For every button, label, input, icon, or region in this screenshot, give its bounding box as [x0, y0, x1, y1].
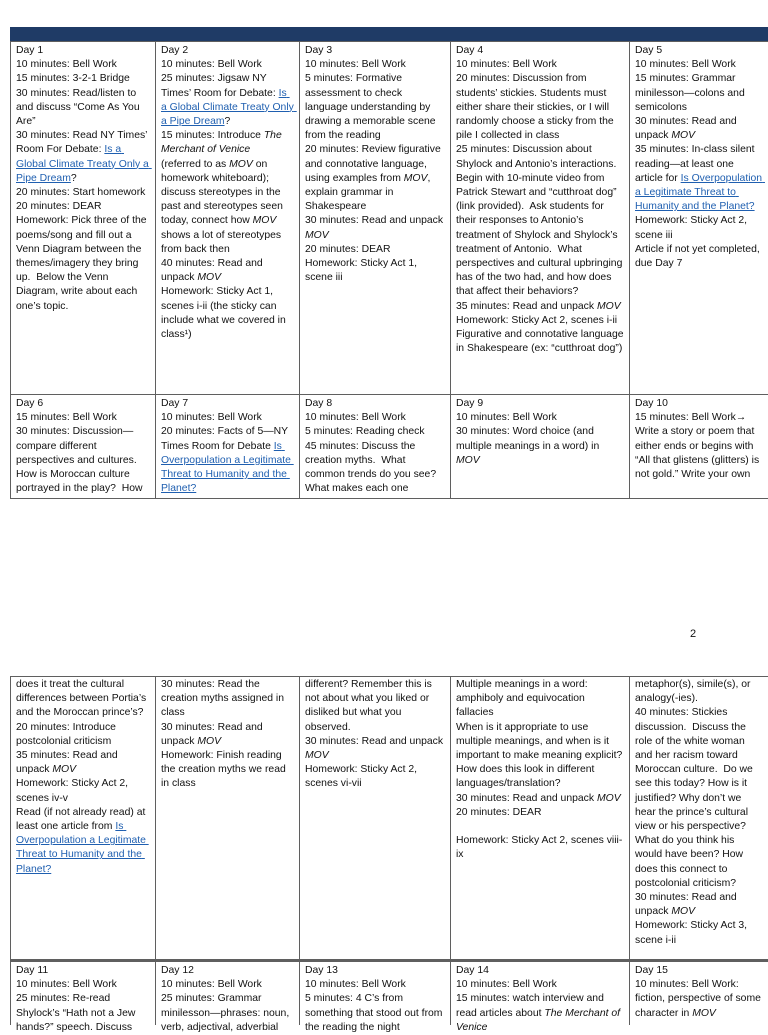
cell-text: Homework: Sticky Act 1, scenes i-ii (the sticky can include what we covered in class¹) [161, 286, 286, 341]
day-cell [629, 962, 768, 1025]
cell-text: Homework: Sticky Act 3, scene i-ii [635, 920, 748, 946]
day-cell [450, 395, 629, 498]
cell-text: 20 minutes: DEAR Homework: Sticky Act 2, scenes viii-ix [456, 806, 623, 861]
day-cell [299, 395, 450, 498]
italic-title: MOV [456, 454, 480, 466]
day-cell [629, 395, 768, 498]
article-link[interactable]: Is a Global Climate Treaty Only a Pipe Dream [161, 87, 297, 128]
day-cell [155, 962, 299, 1033]
italic-title: MOV [229, 158, 253, 170]
cell-text: Homework: Sticky Act 2, scenes iv-v Read (if not already read) at least one article from [16, 778, 146, 833]
cell-text: Day 11 10 minutes: Bell Work 25 minutes: Re-read Shylock’s “Hath not a Jew hands?” speech. Discuss [16, 965, 136, 1033]
cell-text: 20 minutes: DEAR Homework: Sticky Act 1, scene iii [305, 243, 418, 284]
italic-title: MOV [596, 792, 621, 804]
day-cell [450, 42, 629, 394]
day-cell [299, 962, 450, 1033]
cell-text: Day 10 15 minutes: Bell Work→ Write a story or poem that either ends or begins with “All that glistens (glitters) is not gold.” Write your own [635, 398, 760, 481]
article-link[interactable]: Is Overpopulation a Legitimate Threat to Humanity and the Planet? [16, 821, 149, 875]
cell-text: ? 15 minutes: Introduce [161, 116, 261, 142]
italic-title: MOV [52, 764, 77, 776]
cell-text: Day 12 10 minutes: Bell Work 25 minutes: Grammar minilesson—phrases: noun, verb, adjectival, adverbial [161, 965, 290, 1033]
day-cell [629, 676, 768, 960]
table-header-bar [10, 27, 768, 41]
day-cell [299, 42, 450, 394]
cell-text: shows a lot of stereotypes from back then 40 minutes: Read and unpack [161, 229, 282, 284]
article-link[interactable]: Is a Global Climate Treaty Only a Pipe Dream [16, 144, 152, 184]
cell-text: Homework: Finish reading the creation myths we read in class [161, 750, 286, 790]
italic-title: The Merchant of Venice [161, 130, 285, 156]
cell-text: , explain grammar in Shakespeare 30 minutes: Read and unpack [305, 172, 444, 227]
cell-text: Homework: Sticky Act 2, scenes vi-vii [305, 764, 418, 790]
cell-text: Day 3 10 minutes: Bell Work 5 minutes: Formative assessment to check language understanding by drawing a memorable scene from the reading 20 minutes: Review figurative and connotative language, using examples from [305, 45, 441, 184]
day-cell [155, 676, 299, 960]
italic-title: The Merchant of Venice [456, 1007, 623, 1033]
italic-title: MOV [596, 300, 621, 312]
italic-title: MOV [692, 1007, 716, 1019]
italic-title: MOV [197, 272, 222, 284]
italic-title: MOV [305, 750, 329, 762]
italic-title: MOV [403, 172, 428, 184]
cell-text: Day 2 10 minutes: Bell Work 25 minutes: Jigsaw NY Times’ Room for Debate: [161, 45, 276, 99]
cell-text: Homework: Sticky Act 2, scene iii Article if not yet completed, due Day 7 [635, 215, 760, 270]
cell-text: Multiple meanings in a word: amphiboly and equivocation fallacies When is it appropriate to use multiple meanings, and when is it important to make meaning explicit? How does this look in different languages/translation? 30 minutes: Read and unpack [456, 679, 623, 804]
cell-text: ? 20 minutes: Start homework 20 minutes: DEAR Homework: Pick three of the poems/song and fill out a Venn Diagram between the themes/imagery they bring up. Below the Venn Diagram, write about each one’s topic. [16, 172, 147, 312]
day-cell [10, 962, 155, 1033]
cell-text: Homework: Sticky Act 2, scenes i-ii Figurative and connotative language in Shakespeare (ex: “cutthroat dog”) [456, 314, 624, 355]
cell-text: Day 13 10 minutes: Bell Work 5 minutes: 4 C’s from something that stood out from the reading the night [305, 965, 443, 1033]
cell-text: on homework whiteboard); discuss stereotypes in the past and stereotypes seen today, connect how [161, 158, 286, 227]
table-row [10, 41, 768, 394]
italic-title: MOV [252, 215, 277, 227]
cell-text: Day 4 10 minutes: Bell Work 20 minutes: Discussion from students’ stickies. Students must either share their stickies, or I will randomly choose a sticky from the pile I collected in class 25 minutes: Discussion about Shylock and Antonio’s interactions. Begin with 10-minute video from Patrick Stewart and “cutthroat dog” (link provided). Ask students for their responses to Antonio’s treatment of Shylock and Shylock’s treatment of Antonio. What perspectives and cultural upbringing has of the two had, and how does that affect their behaviors? 35 minutes: Read and unpack [456, 45, 623, 312]
cell-text: Day 9 10 minutes: Bell Work 30 minutes: Word choice (and multiple meanings in a word) in [456, 398, 600, 452]
cell-text: 30 minutes: Read the creation myths assigned in class 30 minutes: Read and unpack [161, 679, 285, 747]
article-link[interactable]: Is Overpopulation a Legitimate Threat to Humanity and the Planet? [635, 172, 765, 213]
table-row [10, 961, 768, 1033]
cell-text: Day 8 10 minutes: Bell Work 5 minutes: Reading check 45 minutes: Discuss the creation myths. What common trends do you see? What makes each one [305, 398, 437, 495]
cell-text: Day 5 10 minutes: Bell Work 15 minutes: Grammar minilesson—colons and semicolons 30 minutes: Read and unpack [635, 45, 745, 142]
cell-text: Day 7 10 minutes: Bell Work 20 minutes: Facts of 5—NY Times Room for Debate [161, 398, 288, 452]
day-cell [10, 395, 155, 498]
day-cell [299, 676, 450, 960]
table-row [10, 676, 768, 960]
cell-text: 35 minutes: In-class silent reading—at least one article for [635, 144, 755, 184]
cell-text: Day 15 10 minutes: Bell Work: fiction, perspective of some character in [635, 965, 761, 1019]
day-cell [10, 42, 155, 394]
cell-text: different? Remember this is not about what you liked or disliked but what you observed. 30 minutes: Read and unpack [305, 679, 444, 747]
cell-text: does it treat the cultural differences between Portia’s and the Moroccan prince’s? 20 minutes: Introduce postcolonial criticism 35 minutes: Read and unpack [16, 679, 147, 776]
italic-title: MOV [197, 735, 222, 747]
day-cell [450, 962, 629, 1033]
italic-title: MOV [305, 229, 329, 241]
day-cell [155, 395, 299, 498]
day-cell [450, 676, 629, 960]
cell-text: metaphor(s), simile(s), or analogy(-ies). 40 minutes: Stickies discussion. Discuss the role of the white woman and her racism toward Moroccan culture. Do we see this today? How is it justified? Why don’t we hear the prince’s cultural view or his perspective? What do you think his would have been? How does this connect to postcolonial criticism? 30 minutes: Read and unpack [635, 679, 753, 918]
day-cell [629, 42, 768, 394]
cell-text: Day 1 10 minutes: Bell Work 15 minutes: 3-2-1 Bridge 30 minutes: Read/listen to and discuss “Come As You Are” 30 minutes: Read NY Times’ Room For Debate: [16, 45, 148, 156]
italic-title: MOV [671, 906, 696, 918]
article-link[interactable]: Is Overpopulation a Legitimate Threat to Humanity and the Planet? [161, 440, 294, 495]
page-number: 2 [690, 628, 697, 640]
cell-text: Day 14 10 minutes: Bell Work 15 minutes: watch interview and read articles about [456, 965, 604, 1019]
table-row [10, 394, 768, 499]
cell-text: (referred to as [161, 158, 227, 170]
cell-text: Day 6 15 minutes: Bell Work 30 minutes: Discussion—compare different perspectives and cultures. How is Moroccan culture portrayed in the play? How [16, 398, 143, 495]
italic-title: MOV [671, 130, 696, 142]
day-cell [10, 676, 155, 960]
day-cell [155, 42, 299, 394]
